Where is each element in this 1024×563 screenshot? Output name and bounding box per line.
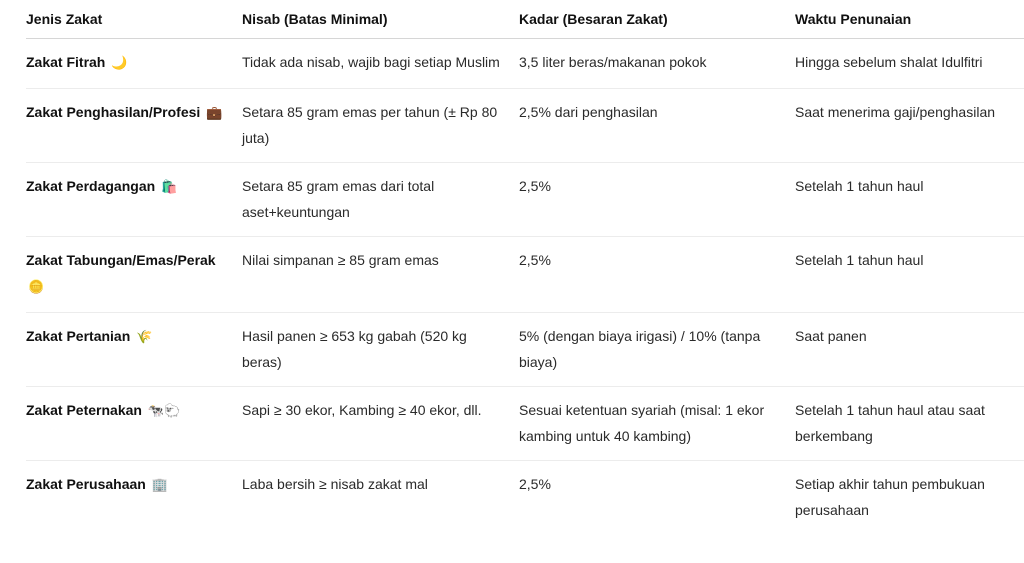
cell-time: Saat panen <box>795 313 1024 387</box>
type-label: Zakat Fitrah <box>26 54 106 70</box>
cell-rate: 5% (dengan biaya irigasi) / 10% (tanpa biaya) <box>519 313 795 387</box>
cell-nisab: Setara 85 gram emas per tahun (± Rp 80 juta) <box>242 89 519 163</box>
sheaf-of-rice-icon: 🌾 <box>136 330 153 345</box>
type-label: Zakat Perdagangan <box>26 178 156 194</box>
crescent-moon-icon: 🌙 <box>111 56 128 71</box>
cell-time: Setiap akhir tahun pembukuan perusahaan <box>795 476 985 518</box>
table-row <box>26 313 1024 387</box>
cell-type <box>26 313 242 387</box>
cell-type <box>26 461 242 535</box>
cell-rate: 3,5 liter beras/makanan pokok <box>519 39 795 89</box>
zakat-table <box>26 0 1024 534</box>
header-waktu: Waktu Penunaian <box>795 0 1024 39</box>
office-building-icon: 🏢 <box>151 478 168 493</box>
type-label: Zakat Tabungan/Emas/Perak <box>26 252 216 268</box>
table-row <box>26 237 1024 313</box>
cell-time: Setelah 1 tahun haul atau saat berkembang <box>795 387 1024 461</box>
table-row <box>26 461 1024 535</box>
cell-rate: 2,5% <box>519 476 551 492</box>
cell-type <box>26 163 242 237</box>
cell-nisab: Setara 85 gram emas dari total aset+keuntungan <box>242 163 519 237</box>
table-row <box>26 163 1024 237</box>
type-label: Zakat Penghasilan/Profesi <box>26 104 201 120</box>
header-row <box>26 0 1024 39</box>
table-row <box>26 39 1024 89</box>
cell-time: Saat menerima gaji/penghasilan <box>795 89 1024 163</box>
cell-nisab: Hasil panen ≥ 653 kg gabah (520 kg beras) <box>242 313 519 387</box>
cell-nisab: Laba bersih ≥ nisab zakat mal <box>242 476 428 492</box>
type-label: Zakat Pertanian <box>26 328 131 344</box>
coin-icon: 🪙 <box>28 280 45 295</box>
cell-nisab: Nilai simpanan ≥ 85 gram emas <box>242 237 519 313</box>
table-body <box>26 39 1024 535</box>
header-nisab: Nisab (Batas Minimal) <box>242 0 519 39</box>
cell-time: Hingga sebelum shalat Idulfitri <box>795 39 1024 89</box>
cell-type <box>26 387 242 461</box>
type-label: Zakat Perusahaan <box>26 476 146 492</box>
table-header <box>26 0 1024 39</box>
briefcase-icon: 💼 <box>206 106 223 121</box>
cell-rate: 2,5% dari penghasilan <box>519 89 795 163</box>
table-row <box>26 387 1024 461</box>
header-kadar: Kadar (Besaran Zakat) <box>519 0 795 39</box>
cell-time: Setelah 1 tahun haul <box>795 237 1024 313</box>
cell-rate: 2,5% <box>519 163 795 237</box>
cell-nisab: Tidak ada nisab, wajib bagi setiap Muslim <box>242 39 519 89</box>
cell-rate: Sesuai ketentuan syariah (misal: 1 ekor kambing untuk 40 kambing) <box>519 387 795 461</box>
cell-type <box>26 89 242 163</box>
cell-type <box>26 39 242 89</box>
livestock-icon: 🐄🐑 <box>147 404 181 419</box>
cell-nisab: Sapi ≥ 30 ekor, Kambing ≥ 40 ekor, dll. <box>242 387 519 461</box>
cell-rate: 2,5% <box>519 237 795 313</box>
cell-time: Setelah 1 tahun haul <box>795 163 1024 237</box>
shopping-bags-icon: 🛍️ <box>161 180 178 195</box>
table-row <box>26 89 1024 163</box>
type-label: Zakat Peternakan <box>26 402 142 418</box>
cell-type <box>26 237 242 313</box>
header-jenis-zakat: Jenis Zakat <box>26 0 242 39</box>
